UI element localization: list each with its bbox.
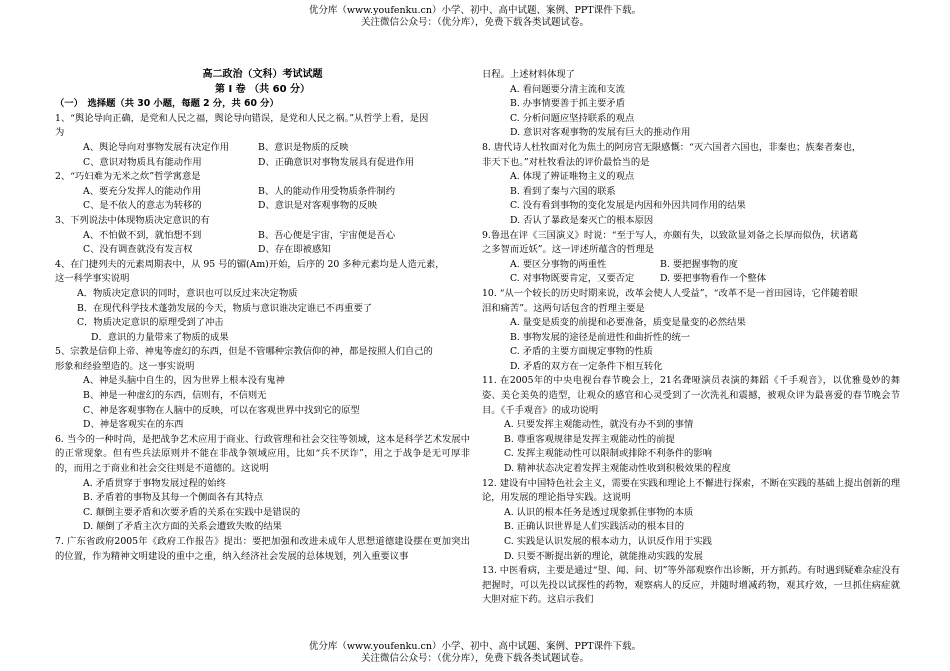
q4-option-c: C．物质决定意识的原理受到了冲击	[77, 317, 224, 329]
page-header	[0, 5, 950, 29]
q10-option-c: C. 矛盾的主要方面规定事物的性质	[510, 346, 653, 358]
q9-options-cd	[482, 272, 900, 287]
q8-stem-cont: 非天下也。”对杜牧看法的评价最恰当的是	[482, 156, 650, 168]
right-column	[482, 68, 900, 608]
q1-option-a: A、舆论导向对事物发展有决定作用	[83, 141, 230, 153]
q10-option-a: A. 量变是质变的前提和必要准备，质变是量变的必然结果	[510, 317, 746, 329]
q8-option-b: B. 看到了秦与六国的联系	[510, 185, 616, 197]
q5-stem-cont: 形象和经验塑造的。这一事实说明	[55, 360, 195, 372]
q5-option-d: D、神是客观实在的东西	[83, 419, 184, 431]
footer-line-2: 关注微信公众号：（优分库），免费下载各类试题试卷。	[360, 653, 589, 664]
q4-option-a: A．物质决定意识的同时，意识也可以反过来决定物质	[77, 287, 298, 299]
q9-option-a: A. 要区分事物的两重性	[510, 258, 607, 270]
q2-option-b: B、人的能动作用受物质条件制约	[258, 185, 395, 197]
q12-option-c: C. 实践是认识发展的根本动力，认识反作用于实践	[504, 536, 712, 547]
q11-option-b: B. 尊重客观规律是发挥主观能动性的前提	[504, 433, 675, 445]
q11-option-a: A. 只要发挥主观能动性，就没有办不到的事情	[504, 419, 694, 431]
q7-option-a: A. 看问题要分清主流和支流	[510, 83, 625, 95]
q6-option-d: D. 颠倒了矛盾主次方面的关系会遭致失败的结果	[83, 521, 282, 533]
q3-options-ab	[55, 229, 470, 244]
q1-options-ab	[55, 141, 470, 156]
q5-option-b: B、神是一种虚幻的东西，信则有，不信则无	[83, 390, 267, 402]
q7-stem-cont: 日程。上述材料体现了	[482, 69, 575, 80]
q1-option-b: B、意识是物质的反映	[258, 141, 349, 153]
q6-option-a: A. 矛盾贯穿于事物发展过程的始终	[83, 477, 226, 489]
q11-option-c: C. 发挥主观能动性可以限制或排除不利条件的影响	[504, 448, 712, 460]
q2-option-a: A、要充分发挥人的能动作用	[83, 185, 202, 197]
q3-option-a: A、不怕做不到，就怕想不到	[83, 229, 202, 241]
q9-options-ab	[482, 258, 900, 273]
q12-stem: 12. 建设有中国特色社会主义，需要在实践和理论上不懈进行探索，不断在实践的基础上提出创新的理论，用发展的理论指导实践。这说明	[482, 477, 900, 504]
q7-option-d: D. 意识对客观事物的发展有巨大的推动作用	[510, 127, 691, 139]
q2-option-d: D、意识是对客观事物的反映	[258, 200, 378, 212]
q13-stem: 13. 中医看病，主要是通过“望、闻、问、切”等外部观察作出诊断，开方抓药。有时遇到疑难杂症没有把握时，可以先投以试探性的药物，观察病人的反应，并随时增减药物，观其疗效，一旦抓住病症就大胆对症下药。这启示我们	[482, 565, 900, 606]
q10-option-d: D. 矛盾的双方在一定条件下相互转化	[510, 360, 663, 372]
q9-option-c: C. 对事物既要肯定，又要否定	[510, 273, 635, 285]
q12-option-d: D. 只要不断提出新的理论，就能推动实践的发展	[504, 550, 703, 562]
footer-line-1: 优分库（www.youfenku.cn）小学、初中、高中试题、案例、PPT课件下载。	[308, 641, 642, 652]
q8-option-c: C. 没有看到事物的变化发展是内因和外因共同作用的结果	[510, 200, 746, 212]
q7-option-c: C. 分析问题应坚持联系的观点	[510, 112, 635, 124]
q3-stem: 3、下列说法中体现物质决定意识的有	[55, 214, 210, 226]
left-column	[55, 68, 470, 564]
q6-option-b: B. 矛盾着的事物及其每一个侧面各有其特点	[83, 492, 264, 504]
q10-stem: 10. “从一个较长的历史时期来说，改革会使人人受益”，“改革不是一首田园诗，它伴随着眼	[482, 287, 858, 299]
q6-option-c: C. 颠倒主要矛盾和次要矛盾的关系在实践中是错误的	[83, 506, 301, 518]
q11-stem: 11. 在2005年的中央电视台春节晚会上，21名聋哑演员表演的舞蹈《千手观音》，以优雅曼妙的舞姿、美仑美奂的造型，让观众的感官和心灵受到了一次洗礼和震撼，被观众评为最喜爱的春节晚会节目。《千手观音》的成功说明	[482, 375, 900, 416]
header-line-1: 优分库（www.youfenku.cn）小学、初中、高中试题、案例、PPT课件下载。	[308, 5, 642, 16]
q1-option-c: C、意识对物质具有能动作用	[83, 156, 202, 168]
page-footer	[0, 641, 950, 665]
q9-option-b: B. 要把握事物的度	[660, 258, 738, 270]
exam-title: 高二政治（文科）考试试题	[202, 69, 323, 80]
q12-option-b: B. 正确认识世界是人们实践活动的根本目的	[504, 521, 685, 533]
q3-options-cd	[55, 243, 470, 258]
q2-stem: 2、“巧妇难为无米之炊”哲学寓意是	[55, 171, 201, 183]
q1-stem: 1、“舆论导向正确，是党和人民之福，舆论导向错误，是党和人民之祸。”从哲学上看，是因	[55, 112, 429, 124]
header-line-2: 关注微信公众号：（优分库），免费下载各类试题试卷。	[360, 17, 589, 28]
q5-stem: 5、宗教是信仰上帝、神鬼等虚幻的东西，但是不管哪种宗教信仰的神，都是按照人们自己的	[55, 346, 433, 358]
q10-option-b: B. 事物发展的途径是前进性和曲折性的统一	[510, 331, 691, 343]
q8-option-d: D. 否认了暴政是秦灭亡的根本原因	[510, 214, 654, 226]
q4-option-b: B．在现代科学技术蓬勃发展的今天，物质与意识谁决定谁已不再重要了	[77, 302, 373, 314]
q3-option-d: D、存在即被感知	[258, 244, 331, 256]
q5-option-a: A、神是头脑中自生的，因为世界上根本没有鬼神	[83, 375, 285, 387]
q2-option-c: C、是不依人的意志为转移的	[83, 200, 202, 212]
q6-stem: 6. 当今的一种时尚，是把战争艺术应用于商业、行政管理和社会交往等领域，这本是科学艺术发展中的正常现象。但有些兵法原则并不能在非战争领域应用，比如“兵不厌诈”，用之于战争是无可厚非的，而用之于商业和社会交往则是不道德的。这说明	[55, 433, 470, 475]
q4-option-d: D．意识的力量带来了物质的成果	[91, 331, 229, 343]
q11-option-d: D. 精神状态决定着发挥主观能动性收到积极效果的程度	[504, 463, 731, 475]
q10-stem-cont: 泪和痛苦”。这两句话包含的哲理主要是	[482, 302, 645, 314]
q8-option-a: A. 体现了辨证唯物主义的观点	[510, 171, 635, 183]
q1-options-cd	[55, 156, 470, 171]
q2-options-ab	[55, 185, 470, 200]
q2-options-cd	[55, 199, 470, 214]
q1-option-d: D、正确意识对事物发展具有促进作用	[258, 156, 415, 168]
q12-option-a: A. 认识的根本任务是透过现象抓住事物的本质	[504, 506, 694, 518]
q3-option-c: C、没有调查就没有发言权	[83, 244, 193, 256]
q8-stem: 8. 唐代诗人杜牧面对化为焦土的阿房宫无限感慨：“灭六国者六国也，非秦也；族秦者秦也，	[482, 141, 862, 153]
q4-stem: 4、在门捷列夫的元素周期表中，从 95 号的镅(Am)开始，后序的 20 多种元素均是人造元素，	[55, 258, 445, 270]
section-heading: （一） 选择题（共 30 小题，每题 2 分，共 60 分）	[55, 98, 279, 110]
q3-option-b: B、吾心便是宇宙，宇宙便是吾心	[258, 229, 395, 241]
q7-option-b: B. 办事情要善于抓主要矛盾	[510, 98, 626, 110]
q4-stem-cont: 这一科学事实说明	[55, 273, 130, 285]
exam-part: 第 Ⅰ 卷 （共 60 分）	[214, 83, 311, 95]
q9-stem-cont: 之多智而近妖”。这一评述所蕴含的哲理是	[482, 244, 655, 256]
q9-option-d: D. 要把事物看作一个整体	[660, 273, 767, 285]
q5-option-c: C、神是客观事物在人脑中的反映，可以在客观世界中找到它的原型	[83, 404, 360, 416]
q7-stem: 7. 广东省政府2005年《政府工作报告》提出：要把加强和改进未成年人思想道德建设摆在更加突出的位置，作为精神文明建设的重中之重，纳入经济社会发展的总体规划，列入重要议事	[55, 536, 470, 562]
q1-stem-cont: 为	[55, 127, 65, 139]
q9-stem: 9.鲁迅在评《三国演义》时说：“至于写人，亦颇有失，以致欲显刘备之长厚而似伪，状诸葛	[482, 229, 859, 241]
